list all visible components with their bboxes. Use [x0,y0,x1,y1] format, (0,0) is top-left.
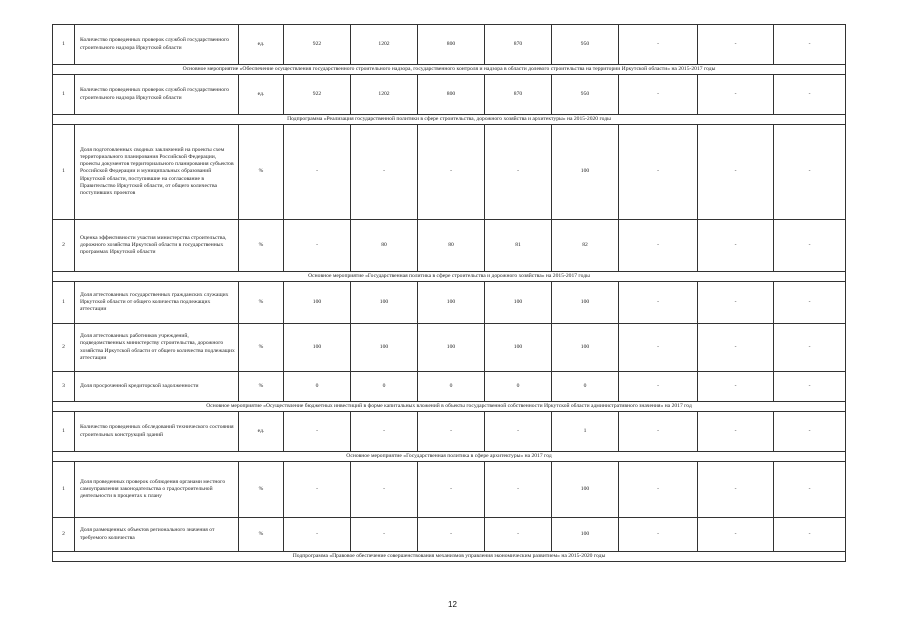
indicator-name: Доля проведенных проверок соблюдения органами местного самоуправления законодательства о градостроительной деятельности в процентах к плану [75,462,239,518]
indicator-value: - [418,462,485,518]
table-row [53,462,846,518]
indicator-value: 100 [351,282,418,324]
indicator-value: - [619,25,698,65]
indicator-value: 100 [284,282,351,324]
row-number: 1 [53,282,75,324]
indicator-value: 100 [284,324,351,372]
unit: % [239,518,284,552]
indicator-value: - [619,412,698,452]
indicator-value: - [351,462,418,518]
table-row [53,324,846,372]
indicator-value: 100 [485,282,552,324]
unit: % [239,220,284,272]
indicator-value: - [485,412,552,452]
indicator-value: - [351,518,418,552]
section-title: Основное мероприятие «Государственная политика в сфере архитектуры» на 2017 год [53,452,846,462]
indicator-value: - [619,462,698,518]
indicator-value: - [774,25,846,65]
table-row [53,125,846,220]
table-row [53,220,846,272]
indicator-name: Доля подготовленных сводных заключений на проекты схем территориального планирования Российской Федерации, проекты документов территориального планирования субъектов Российской Федерации и муниципальных образований Иркутской области, поступившие на согласование в Правительство Иркутской области, от общего количества поступивших проектов [75,125,239,220]
unit: % [239,462,284,518]
row-number: 1 [53,75,75,115]
indicator-value: - [698,282,774,324]
indicator-value: 922 [284,25,351,65]
indicator-name: Доля аттестованных работников учреждений, подведомственных министерству строительства, дорожного хозяйства Иркутской области от общего количества подлежащих аттестации [75,324,239,372]
unit: % [239,372,284,402]
indicator-value: 82 [552,220,619,272]
section-title: Подпрограмма «Правовое обеспечение совершенствования механизмов управления экономическим развитием» на 2015-2020 годы [53,552,846,562]
indicator-value: 100 [552,324,619,372]
indicator-name: Количество проведенных обследований технического состояния строительных конструкций зданий [75,412,239,452]
section-header-row [53,115,846,125]
indicator-value: - [698,220,774,272]
table-row [53,372,846,402]
indicator-value: - [619,518,698,552]
indicator-value: - [698,412,774,452]
section-title: Основное мероприятие «Государственная политика в сфере строительства и дорожного хозяйства» на 2015-2017 годы [53,272,846,282]
indicator-value: 1 [552,412,619,452]
indicator-value: 800 [418,75,485,115]
indicators-table [52,24,846,562]
row-number: 2 [53,220,75,272]
section-header-row [53,272,846,282]
table-row [53,518,846,552]
indicator-value: - [774,282,846,324]
row-number: 1 [53,25,75,65]
row-number: 1 [53,412,75,452]
indicator-value: - [698,75,774,115]
indicator-value: - [418,412,485,452]
section-title: Подпрограмма «Реализация государственной политики в сфере строительства, дорожного хозяйства и архитектуры» на 2015-2020 годы [53,115,846,125]
unit: % [239,282,284,324]
indicator-name: Доля аттестованных государственных гражданских служащих Иркутской области от общего количества подлежащих аттестации [75,282,239,324]
indicator-value: 922 [284,75,351,115]
indicator-value: 870 [485,25,552,65]
indicator-value: 100 [552,125,619,220]
indicator-value: 0 [351,372,418,402]
unit: ед. [239,75,284,115]
indicator-value: - [774,372,846,402]
indicator-name: Доля размещенных объектов регионального значения от требуемого количества [75,518,239,552]
indicator-value: - [619,372,698,402]
indicator-value: 100 [418,282,485,324]
indicator-value: 81 [485,220,552,272]
indicator-value: - [774,220,846,272]
section-header-row [53,402,846,412]
indicator-value: 100 [552,282,619,324]
indicator-value: 80 [418,220,485,272]
indicator-value: - [774,125,846,220]
indicator-value: - [284,125,351,220]
indicator-value: - [351,125,418,220]
indicator-value: - [284,518,351,552]
indicator-value: - [774,324,846,372]
indicator-value: - [698,372,774,402]
section-title: Основное мероприятие «Осуществление бюджетных инвестиций в форме капитальных вложений в объекты государственной собственности Иркутской области административного значения» на 2017 год [53,402,846,412]
indicator-value: - [418,125,485,220]
row-number: 3 [53,372,75,402]
table-row [53,412,846,452]
indicator-value: 870 [485,75,552,115]
indicator-value: 0 [418,372,485,402]
indicator-value: - [774,75,846,115]
section-header-row [53,452,846,462]
indicator-value: 950 [552,75,619,115]
indicator-value: 100 [552,462,619,518]
indicator-value: - [619,220,698,272]
row-number: 1 [53,125,75,220]
unit: % [239,324,284,372]
row-number: 2 [53,518,75,552]
section-title: Основное мероприятие «Обеспечение осуществления государственного строительного надзора, государственного контроля и надзора в области долевого строительства на территории Иркутской области» на 2015-2017 годы [53,65,846,75]
indicator-value: - [619,75,698,115]
indicator-name: Доля просроченной кредиторской задолженности [75,372,239,402]
unit: ед. [239,412,284,452]
indicator-name: Оценка эффективности участия министерства строительства, дорожного хозяйства Иркутской области в государственных программах Иркутской области [75,220,239,272]
row-number: 1 [53,462,75,518]
indicator-value: 950 [552,25,619,65]
indicator-value: 800 [418,25,485,65]
indicator-value: - [619,324,698,372]
indicator-value: 100 [552,518,619,552]
table-row [53,25,846,65]
section-header-row [53,65,846,75]
indicator-value: - [619,125,698,220]
indicator-value: - [485,518,552,552]
indicator-value: 100 [351,324,418,372]
indicator-value: 100 [418,324,485,372]
indicator-value: 0 [485,372,552,402]
indicator-value: - [284,220,351,272]
indicator-value: 1202 [351,75,418,115]
indicator-value: 0 [552,372,619,402]
indicator-value: - [284,462,351,518]
indicator-value: - [485,462,552,518]
indicator-value: - [619,282,698,324]
indicator-value: - [774,518,846,552]
table-row [53,282,846,324]
indicator-value: 100 [485,324,552,372]
indicator-value: - [284,412,351,452]
unit: ед. [239,25,284,65]
indicator-value: - [351,412,418,452]
indicator-value: - [698,518,774,552]
section-header-row [53,552,846,562]
indicator-name: Количество проведенных проверок службой государственного строительного надзора Иркутской области [75,75,239,115]
indicator-value: - [698,25,774,65]
table-row [53,75,846,115]
indicator-value: 1202 [351,25,418,65]
indicator-value: 80 [351,220,418,272]
indicator-value: - [698,462,774,518]
indicator-value: - [774,412,846,452]
indicator-name: Количество проведенных проверок службой государственного строительного надзора Иркутской области [75,25,239,65]
indicator-value: - [698,125,774,220]
indicator-value: - [698,324,774,372]
indicator-value: - [774,462,846,518]
row-number: 2 [53,324,75,372]
indicator-value: 0 [284,372,351,402]
page-number: 12 [448,600,457,609]
indicator-value: - [418,518,485,552]
unit: % [239,125,284,220]
indicator-value: - [485,125,552,220]
table-body [53,25,846,562]
